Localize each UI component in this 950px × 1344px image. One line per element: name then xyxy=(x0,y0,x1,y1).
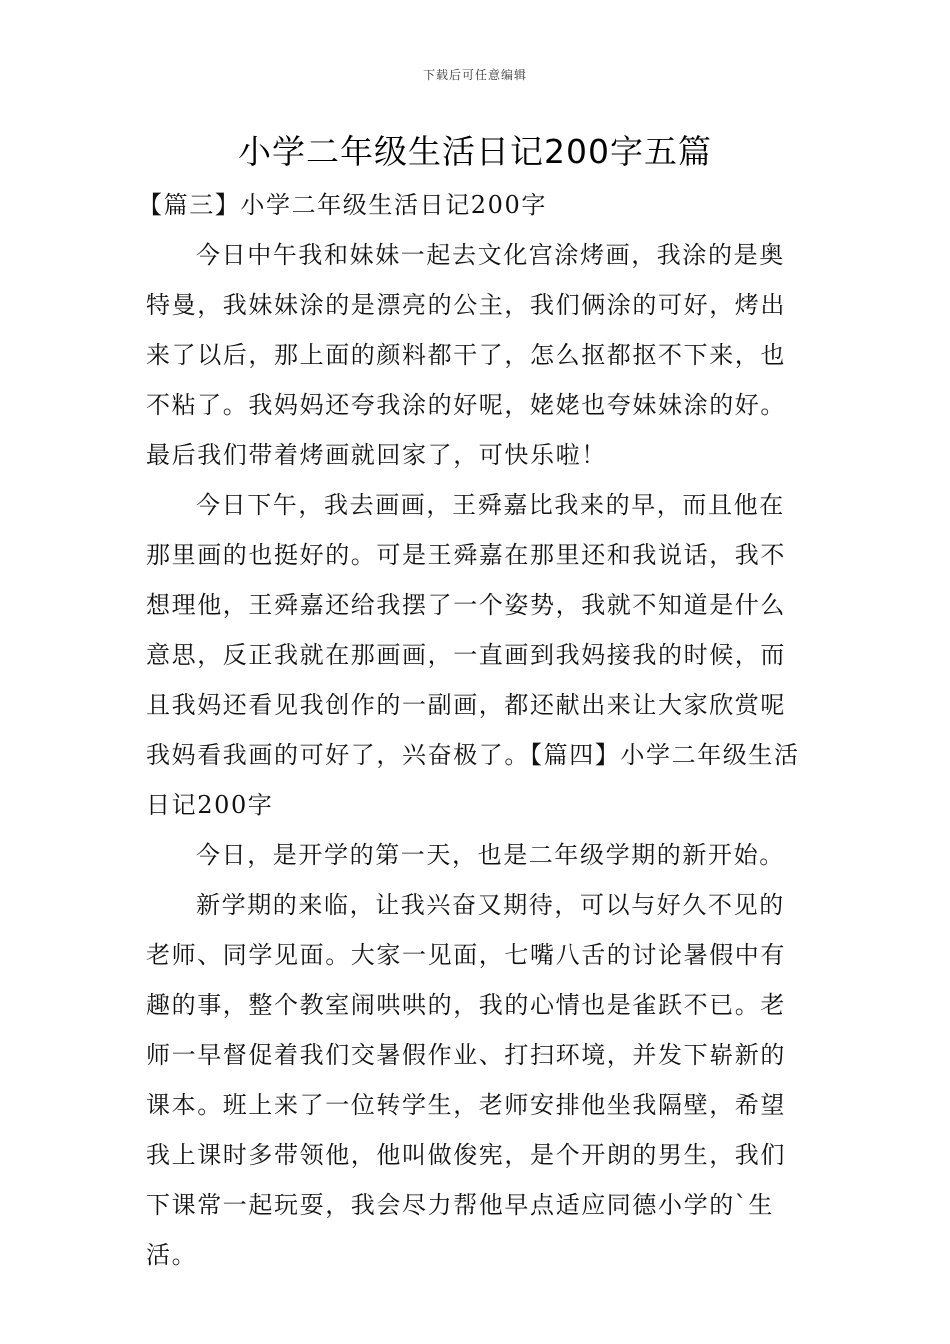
document-body xyxy=(138,180,806,1280)
section-heading: 【篇三】小学二年级生活日记200字 xyxy=(138,191,548,219)
document-title: 小学二年级生活日记200字五篇 xyxy=(238,132,712,171)
header-note: 下载后可任意编辑 xyxy=(422,68,527,82)
paragraph: 今日下午，我去画画，王舜嘉比我来的早，而且他在那里画的也挺好的。可是王舜嘉在那里还和我说话，我不想理他，王舜嘉还给我摆了一个姿势，我就不知道是什么意思，反正我就在那画画，一直画到我妈接我的时候，而且我妈还看见我创作的一副画，都还献出来让大家欣赏呢我妈看我画的可好了，兴奋极了。【篇四】小学二年级生活日记200字 xyxy=(146,491,800,819)
paragraph: 今日中午我和妹妹一起去文化宫涂烤画，我涂的是奥特曼，我妹妹涂的是漂亮的公主，我们俩涂的可好，烤出来了以后，那上面的颜料都干了，怎么抠都抠不下来，也不粘了。我妈妈还夸我涂的好呢，姥姥也夸妹妹涂的好。最后我们带着烤画就回家了，可快乐啦！ xyxy=(146,241,786,469)
paragraph: 新学期的来临，让我兴奋又期待，可以与好久不见的老师、同学见面。大家一见面，七嘴八舌的讨论暑假中有趣的事，整个教室闹哄哄的，我的心情也是雀跃不已。老师一早督促着我们交暑假作业、打扫环境，并发下崭新的课本。班上来了一位转学生，老师安排他坐我隔壁，希望我上课时多带领他，他叫做俊宪，是个开朗的男生，我们下课常一起玩耍，我会尽力帮他早点适应同德小学的`生活。 xyxy=(146,891,786,1269)
paragraph: 今日，是开学的第一天，也是二年级学期的新开始。 xyxy=(196,841,785,869)
